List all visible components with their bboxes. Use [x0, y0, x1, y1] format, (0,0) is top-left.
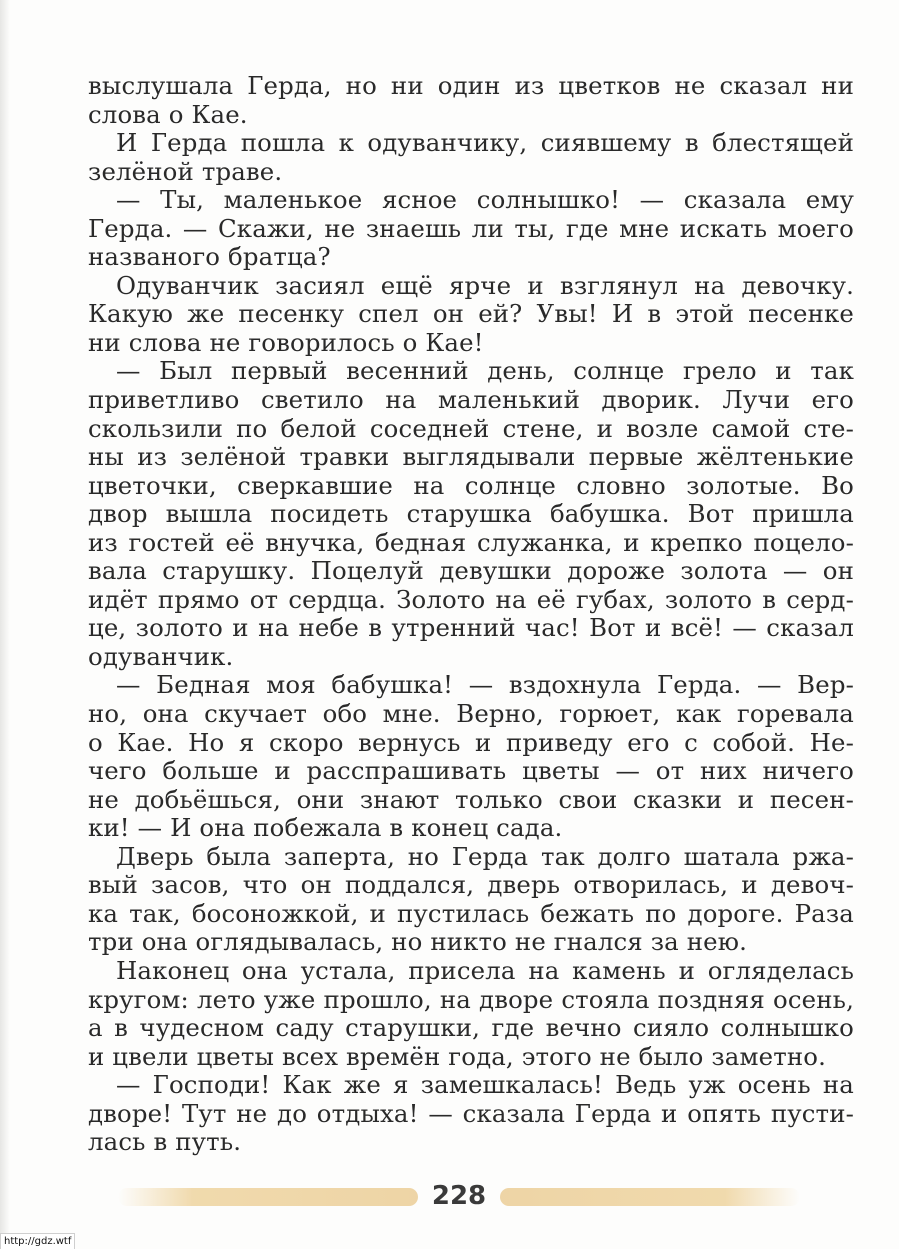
page-number: 228 [431, 1181, 487, 1211]
text-line: слова о Кае. [88, 100, 248, 129]
text-line: и цвели цветы всех времён года, этого не было заметно. [88, 1042, 826, 1071]
footer-rule-left [118, 1188, 418, 1206]
text-line: — Бедная моя бабушка! — вздохнула Герда. — Вер- [116, 671, 854, 700]
footer-rule-right [500, 1188, 800, 1206]
text-line: не добьёшься, они знают только свои сказки и песен- [88, 785, 854, 814]
watermark-link[interactable]: http://gdz.wtf [0, 1233, 75, 1249]
page-text [88, 72, 854, 1157]
text-line: Наконец она устала, присела на камень и огляделась [116, 956, 854, 985]
text-line: из гостей её внучка, бедная служанка, и крепко поцело- [88, 528, 854, 557]
paragraph [88, 357, 854, 671]
text-line: дворе! Тут не до отдыха! — сказала Герда и опять пусти- [88, 1099, 854, 1128]
text-line: це, золото и на небе в утренний час! Вот и всё! — сказал [88, 614, 854, 643]
paragraph [88, 671, 854, 842]
text-line: — Был первый весенний день, солнце грело и так [116, 357, 854, 386]
text-line: — Господи! Как же я замешкалась! Ведь уж осень на [116, 1071, 854, 1100]
text-line: лась в путь. [88, 1128, 242, 1157]
paragraph [88, 843, 854, 957]
text-line: три она оглядывалась, но никто не гнался за нею. [88, 928, 748, 957]
text-line: ни слова не говорилось о Кае! [88, 328, 484, 357]
page-binding-shadow [0, 0, 10, 1249]
text-line: Какую же песенку спел он ей? Увы! И в этой песенке [88, 300, 854, 329]
paragraph [88, 957, 854, 1071]
text-line: приветливо светило на маленький дворик. Лучи его [88, 386, 854, 415]
text-line: — Ты, маленькое ясное солнышко! — сказала ему [116, 186, 854, 215]
text-line: ки! — И она побежала в конец сада. [88, 814, 563, 843]
text-line: идёт прямо от сердца. Золото на её губах, золото в серд- [88, 585, 854, 614]
paragraph [88, 129, 854, 186]
text-line: одуванчик. [88, 642, 234, 671]
text-line: а в чудесном саду старушки, где вечно сияло солнышко [88, 1014, 854, 1043]
paragraph [88, 72, 854, 129]
text-line: но, она скучает обо мне. Верно, горюет, как горевала [88, 700, 854, 729]
text-line: вый засов, что он поддался, дверь отворилась, и девоч- [88, 871, 854, 900]
text-line: ны из зелёной травки выглядывали первые жёлтенькие [88, 443, 854, 472]
text-line: выслушала Герда, но ни один из цветков не сказал ни [88, 72, 854, 100]
text-line: о Кае. Но я скоро вернусь и приведу его с собой. Не- [88, 728, 854, 757]
text-line: Одуванчик засиял ещё ярче и взглянул на девочку. [116, 271, 854, 300]
text-line: названого братца? [88, 243, 331, 272]
text-line: чего больше и расспрашивать цветы — от них ничего [88, 757, 854, 786]
text-line: И Герда пошла к одуванчику, сиявшему в блестящей [116, 129, 854, 158]
text-line: кругом: лето уже прошло, на дворе стояла поздняя осень, [88, 985, 854, 1014]
text-line: Дверь была заперта, но Герда так долго шатала ржа- [116, 842, 854, 871]
paragraph [88, 186, 854, 272]
text-line: зелёной траве. [88, 157, 283, 186]
text-line: Герда. — Скажи, не знаешь ли ты, где мне искать моего [88, 214, 854, 243]
text-line: вала старушку. Поцелуй девушки дороже золота — он [88, 557, 854, 586]
paragraph [88, 1071, 854, 1157]
text-line: скользили по белой соседней стене, и возле самой сте- [88, 414, 854, 443]
paragraph [88, 272, 854, 358]
text-line: цветочки, сверкавшие на солнце словно золотые. Во [88, 471, 854, 500]
page-footer [0, 1178, 899, 1218]
text-line: ка так, босоножкой, и пустилась бежать по дороге. Раза [88, 899, 854, 928]
text-line: двор вышла посидеть старушка бабушка. Вот пришла [88, 500, 854, 529]
